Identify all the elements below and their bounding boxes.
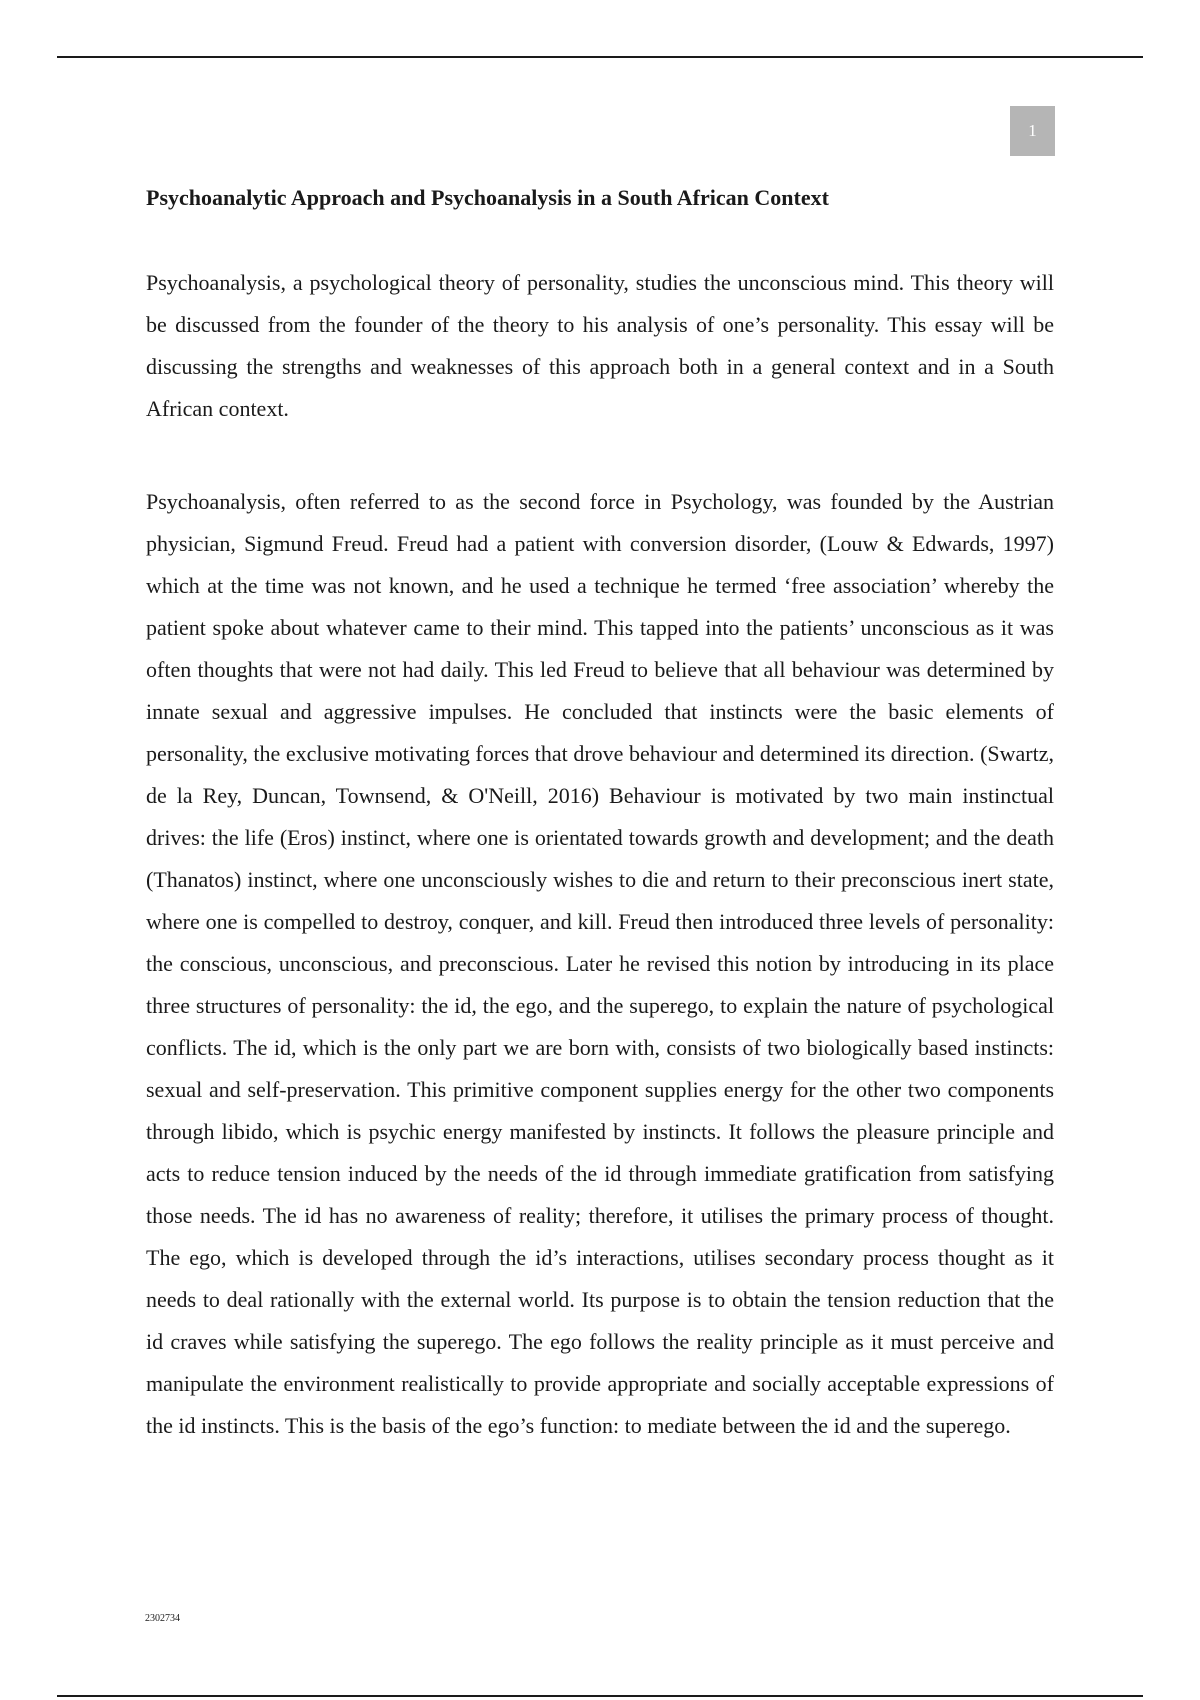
document-id: 2302734: [145, 1613, 180, 1624]
page-number: 1: [1028, 121, 1037, 140]
page-number-badge: [1010, 106, 1055, 156]
paragraph-introduction: Psychoanalysis, a psychological theory of personality, studies the unconscious mind. This theory will be discussed from the founder of the theory to his analysis of one’s personality. This essay will be discussing the strengths and weaknesses of this approach both in a general context and in a South African context.: [146, 270, 1054, 421]
paragraph-freud-theory: Psychoanalysis, often referred to as the second force in Psychology, was founded by the Austrian physician, Sigmund Freud. Freud had a patient with conversion disorder, (Louw & Edwards, 1997) which at the time was not known, and he used a technique he termed ‘free association’ whereby the patient spoke about whatever came to their mind. This tapped into the patients’ unconscious as it was often thoughts that were not had daily. This led Freud to believe that all behaviour was determined by innate sexual and aggressive impulses. He concluded that instincts were the basic elements of personality, the exclusive motivating forces that drove behaviour and determined its direction. (Swartz, de la Rey, Duncan, Townsend, & O'Neill, 2016) Behaviour is motivated by two main instinctual drives: the life (Eros) instinct, where one is orientated towards growth and development; and the death (Thanatos) instinct, where one unconsciously wishes to die and return to their preconscious inert state, where one is compelled to destroy, conquer, and kill. Freud then introduced three levels of personality: the conscious, unconscious, and preconscious. Later he revised this notion by introducing in its place three structures of personality: the id, the ego, and the superego, to explain the nature of psychological conflicts. The id, which is the only part we are born with, consists of two biologically based instincts: sexual and self-preservation. This primitive component supplies energy for the other two components through libido, which is psychic energy manifested by instincts. It follows the pleasure principle and acts to reduce tension induced by the needs of the id through immediate gratification from satisfying those needs. The id has no awareness of reality; therefore, it utilises the primary process of thought. The ego, which is developed through the id’s interactions, utilises secondary process thought as it needs to deal rationally with the external world. Its purpose is to obtain the tension reduction that the id craves while satisfying the superego. The ego follows the reality principle as it must perceive and manipulate the environment realistically to provide appropriate and socially acceptable expressions of the id instincts. This is the basis of the ego’s function: to mediate between the id and the superego.: [146, 489, 1054, 1438]
bottom-rule: [57, 1695, 1143, 1697]
document-title: Psychoanalytic Approach and Psychoanalysis in a South African Context: [146, 185, 829, 210]
top-rule: [57, 56, 1143, 58]
document-body: [146, 180, 1054, 1447]
